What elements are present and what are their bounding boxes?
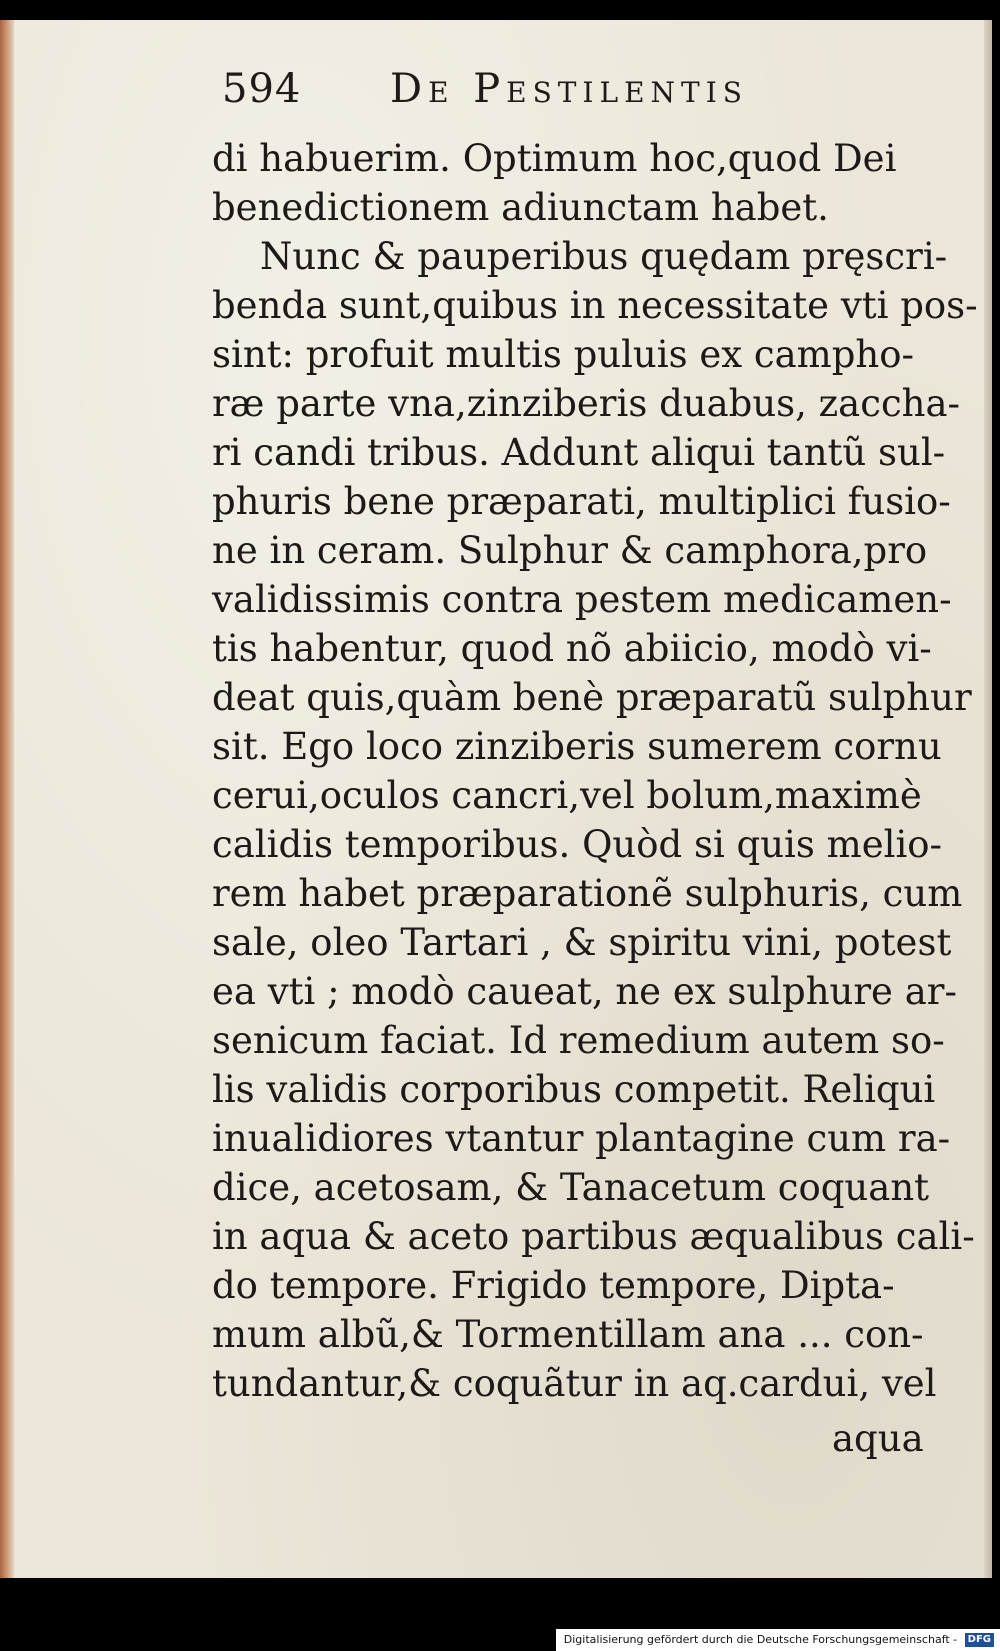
text-line: tundantur,& coquãtur in aq.cardui, vel <box>212 1362 937 1405</box>
text-line: rem habet præparationẽ sulphuris, cum <box>212 872 963 915</box>
catchword: aqua <box>832 1417 924 1460</box>
text-line: Nunc & pauperibus quędam pręscri- <box>260 235 948 278</box>
credit-text: Digitalisierung gefördert durch die Deutsche Forschungsgemeinschaft - <box>563 1633 958 1646</box>
page-right-edge <box>984 20 992 1578</box>
text-line: ea vti ; modò caueat, ne ex sulphure ar- <box>212 970 957 1013</box>
text-line: ri candi tribus. Addunt aliqui tantũ sul- <box>212 431 946 474</box>
text-line: lis validis corporibus competit. Reliqui <box>212 1068 936 1111</box>
text-line: sit. Ego loco zinziberis sumerem cornu <box>212 725 942 768</box>
text-line: phuris bene præparati, multiplici fusio- <box>212 480 951 523</box>
text-line: ræ parte vna,zinziberis duabus, zaccha- <box>212 382 961 425</box>
text-line: cerui,oculos cancri,vel bolum,maximè <box>212 774 922 817</box>
digitization-credit <box>556 1629 1000 1651</box>
text-line: benda sunt,quibus in necessitate vti pos- <box>212 284 978 327</box>
text-line: tis habentur, quod nõ abiicio, modò vi- <box>212 627 932 670</box>
text-line: ne in ceram. Sulphur & camphora,pro <box>212 529 928 572</box>
text-line: dice, acetosam, & Tanacetum coquant <box>212 1166 930 1209</box>
text-line: deat quis,quàm benè præparatũ sulphur <box>212 676 972 719</box>
page-left-edge <box>0 20 14 1578</box>
page-number: 594 <box>222 66 302 112</box>
text-line: do tempore. Frigido tempore, Dipta- <box>212 1264 895 1307</box>
dfg-logo: DFG <box>965 1633 994 1647</box>
text-line: validissimis contra pestem medicamen- <box>212 578 952 621</box>
text-line: in aqua & aceto partibus æqualibus cali- <box>212 1215 975 1258</box>
text-line: inualidiores vtantur plantagine cum ra- <box>212 1117 951 1160</box>
text-line: senicum faciat. Id remedium autem so- <box>212 1019 945 1062</box>
text-line: di habuerim. Optimum hoc,quod Dei <box>212 137 897 180</box>
footer-bar <box>0 1578 1000 1651</box>
text-line: sale, oleo Tartari , & spiritu vini, potest <box>212 921 952 964</box>
text-line: sint: profuit multis puluis ex campho- <box>212 333 915 376</box>
text-line: mum albũ,& Tormentillam ana ... con- <box>212 1313 924 1356</box>
text-line: benedictionem adiunctam habet. <box>212 186 829 229</box>
book-page <box>0 20 992 1578</box>
body-text <box>212 134 978 1408</box>
text-line: calidis temporibus. Quòd si quis melio- <box>212 823 943 866</box>
page-header <box>222 66 802 126</box>
running-title: De Pestilentis <box>390 66 748 112</box>
